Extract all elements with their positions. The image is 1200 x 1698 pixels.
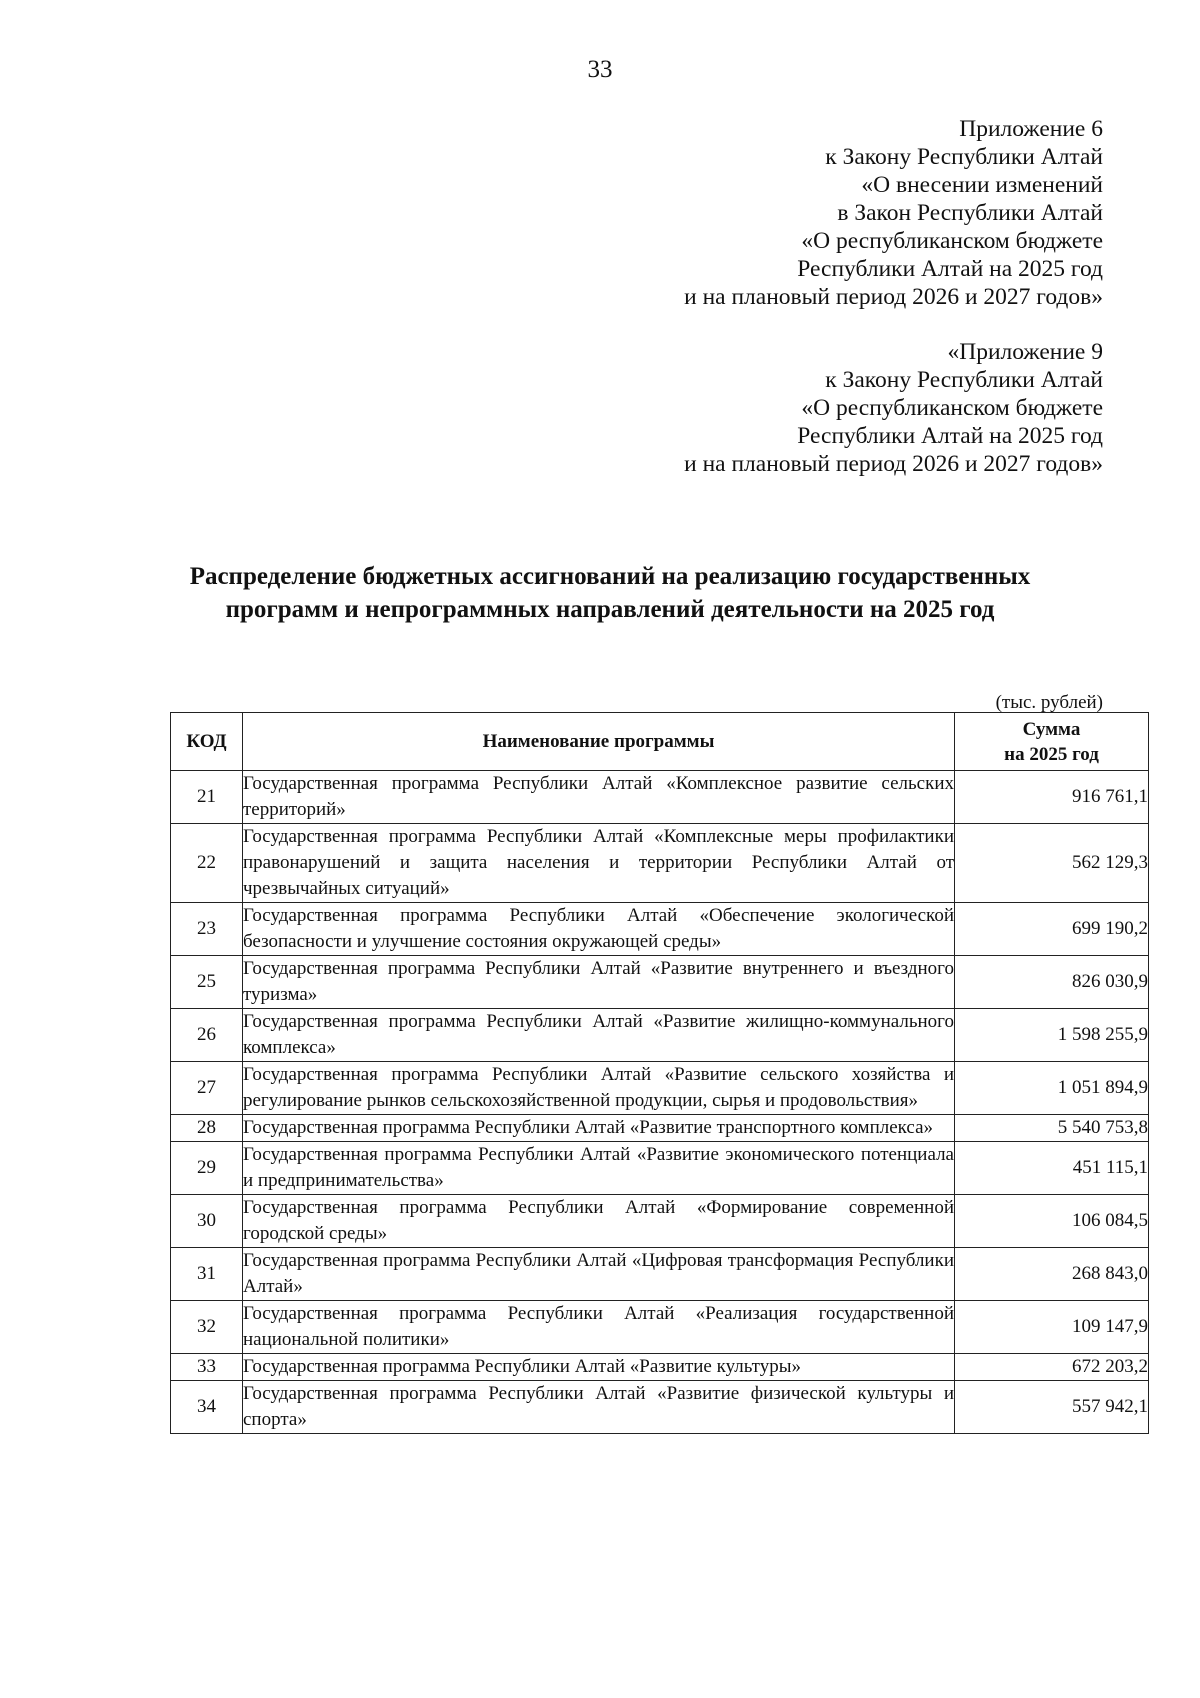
row-code: 25 [171,956,243,1009]
row-program-name: Государственная программа Республики Алтай «Развитие сельского хозяйства и регулирование рынков сельскохозяйственной продукции, сырья и продовольствия» [243,1062,955,1115]
row-program-name: Государственная программа Республики Алтай «Комплексное развитие сельских территорий» [243,771,955,824]
row-code: 26 [171,1009,243,1062]
row-sum: 5 540 753,8 [955,1115,1149,1142]
appendix-9-line: к Закону Республики Алтай [825,367,1103,393]
row-program-name: Государственная программа Республики Алтай «Формирование современной городской среды» [243,1195,955,1248]
table-row [171,824,1149,903]
row-program-name: Государственная программа Республики Алтай «Цифровая трансформация Республики Алтай» [243,1248,955,1301]
appendix-6-line: к Закону Республики Алтай [825,144,1103,170]
row-code: 32 [171,1301,243,1354]
row-code: 33 [171,1354,243,1381]
row-code: 23 [171,903,243,956]
row-sum: 109 147,9 [955,1301,1149,1354]
table-row [171,1009,1149,1062]
row-program-name: Государственная программа Республики Алтай «Комплексные меры профилактики правонарушений и защита населения и территории Республики Алтай от чрезвычайных ситуаций» [243,824,955,903]
row-program-name: Государственная программа Республики Алтай «Развитие физической культуры и спорта» [243,1381,955,1434]
appendix-6-line: Приложение 6 [959,116,1103,142]
appendix-9-line: и на плановый период 2026 и 2027 годов» [684,451,1103,477]
row-code: 29 [171,1142,243,1195]
row-code: 34 [171,1381,243,1434]
table-row [171,1195,1149,1248]
header-sum-line: Сумма [1022,718,1081,740]
appendix-9-line: «О республиканском бюджете [801,395,1103,421]
row-sum: 672 203,2 [955,1354,1149,1381]
row-code: 28 [171,1115,243,1142]
header-sum-line: на 2025 год [1004,743,1099,765]
table-row [171,1381,1149,1434]
header-code: КОД [171,713,243,771]
title-line: программ и непрограммных направлений деятельности на 2025 год [225,596,995,623]
row-sum: 699 190,2 [955,903,1149,956]
units-note: (тыс. рублей) [995,692,1103,713]
table-row [171,903,1149,956]
appendix-6-line: «О республиканском бюджете [801,228,1103,254]
row-sum: 916 761,1 [955,771,1149,824]
header-name: Наименование программы [243,713,955,771]
row-program-name: Государственная программа Республики Алтай «Реализация государственной национальной политики» [243,1301,955,1354]
table-row [171,1142,1149,1195]
row-sum: 557 942,1 [955,1381,1149,1434]
appendix-6-line: и на плановый период 2026 и 2027 годов» [684,284,1103,310]
row-code: 31 [171,1248,243,1301]
appendix-6-line: Республики Алтай на 2025 год [797,256,1103,282]
row-code: 21 [171,771,243,824]
row-program-name: Государственная программа Республики Алтай «Развитие транспортного комплекса» [243,1115,955,1142]
row-code: 22 [171,824,243,903]
table-row [171,1354,1149,1381]
table-row [171,1301,1149,1354]
row-program-name: Государственная программа Республики Алтай «Развитие внутреннего и въездного туризма» [243,956,955,1009]
appendix-9-line: «Приложение 9 [947,339,1103,365]
row-sum: 562 129,3 [955,824,1149,903]
table-row [171,1115,1149,1142]
title-line: Распределение бюджетных ассигнований на реализацию государственных [189,563,1031,590]
table-row [171,771,1149,824]
row-sum: 451 115,1 [955,1142,1149,1195]
appendix-9-header [684,338,1103,478]
row-program-name: Государственная программа Республики Алтай «Развитие жилищно-коммунального комплекса» [243,1009,955,1062]
table-row [171,1248,1149,1301]
appendix-6-line: «О внесении изменений [861,172,1103,198]
row-sum: 826 030,9 [955,956,1149,1009]
page-number: 33 [587,56,613,83]
appendix-9-line: Республики Алтай на 2025 год [797,423,1103,449]
table-header-row [171,713,1149,771]
budget-table [170,712,1149,1434]
appendix-6-header [684,115,1103,311]
row-code: 27 [171,1062,243,1115]
appendix-6-line: в Закон Республики Алтай [837,200,1103,226]
table-row [171,956,1149,1009]
document-title [150,560,1070,626]
row-code: 30 [171,1195,243,1248]
table-row [171,1062,1149,1115]
row-sum: 1 051 894,9 [955,1062,1149,1115]
row-program-name: Государственная программа Республики Алтай «Развитие культуры» [243,1354,955,1381]
row-sum: 268 843,0 [955,1248,1149,1301]
header-sum [955,713,1149,771]
row-program-name: Государственная программа Республики Алтай «Развитие экономического потенциала и предпринимательства» [243,1142,955,1195]
row-program-name: Государственная программа Республики Алтай «Обеспечение экологической безопасности и улучшение состояния окружающей среды» [243,903,955,956]
row-sum: 1 598 255,9 [955,1009,1149,1062]
row-sum: 106 084,5 [955,1195,1149,1248]
